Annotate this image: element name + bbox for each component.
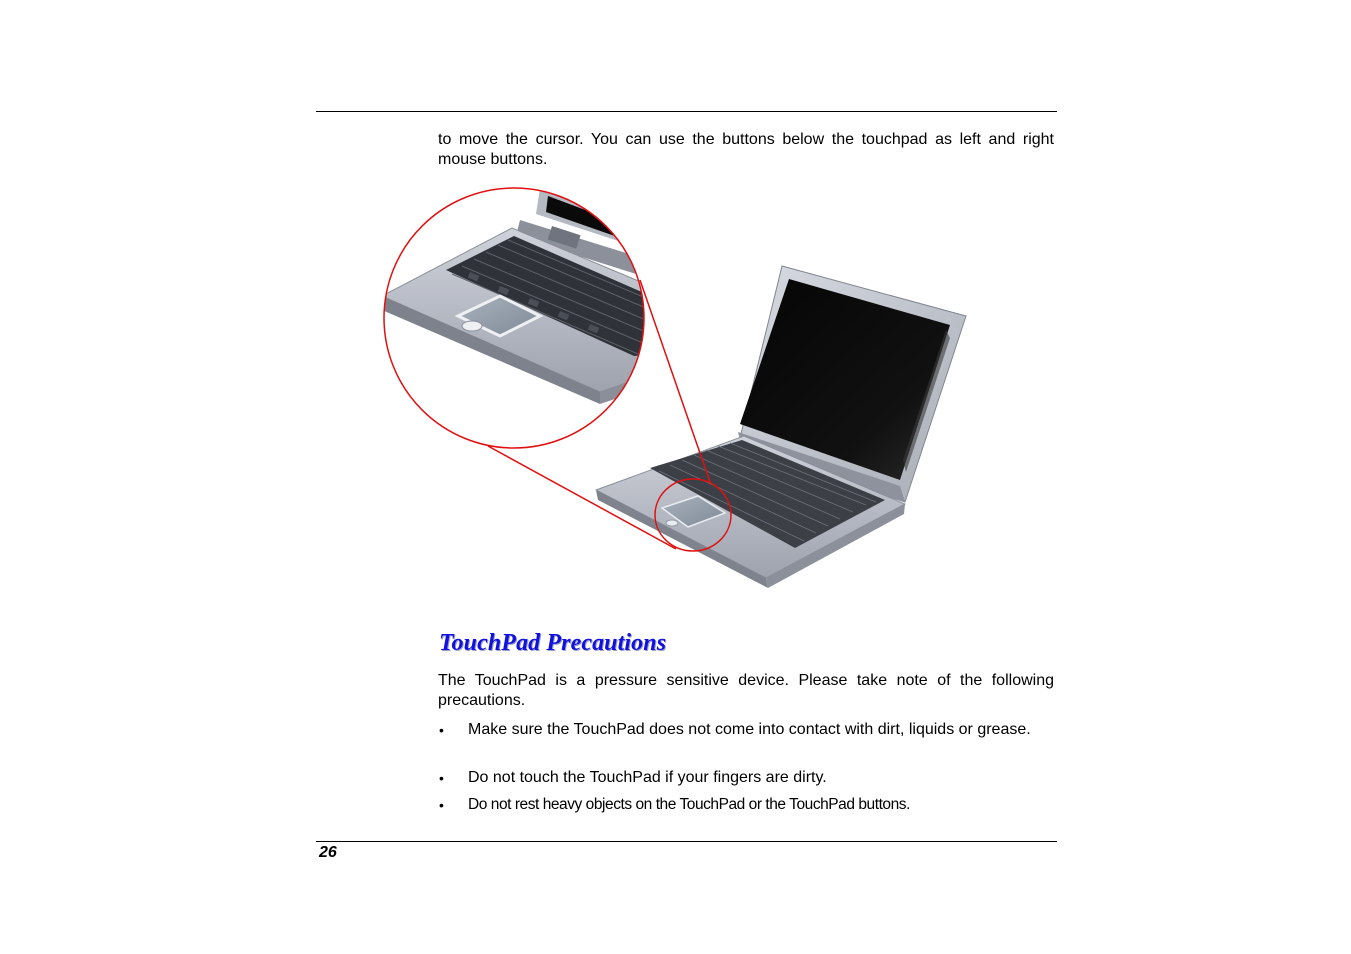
- section-heading: TouchPad Precautions: [439, 630, 667, 656]
- laptop-touchpad-illustration: [380, 183, 980, 593]
- intro-paragraph: to move the cursor. You can use the buttons below the touchpad as left and right mouse buttons.: [438, 131, 1054, 168]
- touchpad-zoom-inset: [380, 183, 660, 453]
- footer-rule: [316, 841, 1057, 842]
- list-item: [438, 795, 1054, 815]
- list-item-text: Do not rest heavy objects on the TouchPad or the TouchPad buttons.: [468, 796, 910, 813]
- list-item-text: Make sure the TouchPad does not come into contact with dirt, liquids or grease.: [468, 721, 1031, 738]
- header-rule: [316, 111, 1057, 112]
- precautions-list: [438, 720, 1054, 815]
- list-item-text: Do not touch the TouchPad if your fingers are dirty.: [468, 769, 827, 786]
- bullet-icon: •: [439, 770, 444, 786]
- bullet-icon: •: [439, 722, 444, 738]
- section-body-paragraph: The TouchPad is a pressure sensitive device. Please take note of the following precautions.: [438, 672, 1054, 709]
- list-item: [438, 720, 1054, 760]
- page-number: 26: [319, 844, 337, 861]
- list-item: [438, 768, 1054, 788]
- bullet-icon: •: [439, 797, 444, 813]
